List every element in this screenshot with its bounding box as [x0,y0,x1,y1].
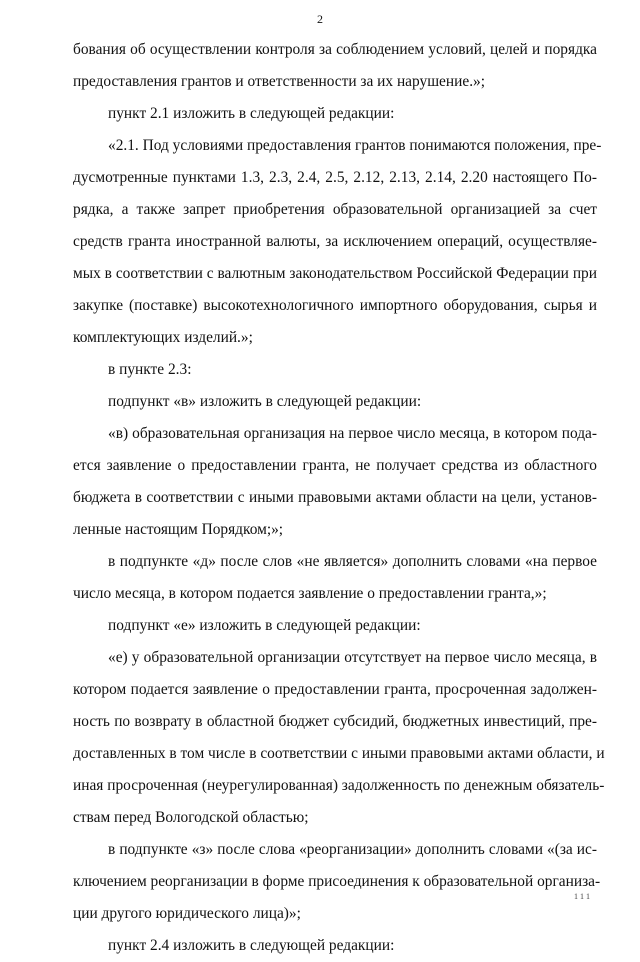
text-line: мых в соответствии с валютным законодательством Российской Федерации при [73,265,597,282]
text-line: число месяца, в котором подается заявление о предоставлении гранта,»; [73,585,547,602]
text-line: ключением реорганизации в форме присоединения к образовательной организа- [73,873,601,890]
text-line: в подпункте «д» после слов «не является» дополнить словами «на первое [108,553,597,570]
text-line: «е) у образовательной организации отсутствует на первое число месяца, в [108,649,597,666]
text-line: предоставления грантов и ответственности за их нарушение.»; [73,73,486,90]
text-line: доставленных в том числе в соответствии с иными правовыми актами области, и [73,745,605,762]
text-line: «2.1. Под условиями предоставления грантов понимаются положения, пре- [108,137,602,154]
text-line: дусмотренные пунктами 1.3, 2.3, 2.4, 2.5, 2.12, 2.13, 2.14, 2.20 настоящего По- [73,169,597,186]
text-line: пункт 2.4 изложить в следующей редакции: [108,937,395,954]
text-line: комплектующих изделий.»; [73,329,253,346]
text-line: иная просроченная (неурегулированная) задолженность по денежным обязатель- [73,777,605,794]
text-line: подпункт «е» изложить в следующей редакции: [108,617,421,634]
text-line: ствам перед Вологодской областью; [73,809,309,826]
text-line: в подпункте «з» после слова «реорганизации» дополнить словами «(за ис- [108,841,597,858]
text-line: закупке (поставке) высокотехнологичного импортного оборудования, сырья и [73,297,597,314]
text-line: средств гранта иностранной валюты, за исключением операций, осуществляе- [73,233,597,250]
text-line: «в) образовательная организация на первое число месяца, в котором пода- [108,425,597,442]
text-line: ность по возврату в областной бюджет субсидий, бюджетных инвестиций, пре- [73,713,597,730]
text-line: бования об осуществлении контроля за соблюдением условий, целей и порядка [73,41,597,58]
text-line: пункт 2.1 изложить в следующей редакции: [108,105,395,122]
text-line: котором подается заявление о предоставлении гранта, просроченная задолжен- [73,681,597,698]
text-line: бюджета в соответствии с иными правовыми актами области на цели, установ- [73,489,597,506]
text-line: ции другого юридического лица)»; [73,905,301,922]
text-line: подпункт «в» изложить в следующей редакции: [108,393,422,410]
text-line: в пункте 2.3: [108,361,192,378]
document-body [73,34,605,962]
text-line: рядка, а также запрет приобретения образовательной организацией за счет [73,201,597,218]
text-line: ется заявление о предоставлении гранта, не получает средства из областного [73,457,597,474]
text-line: ленные настоящим Порядком;»; [73,521,284,538]
footer-mark: 1 1 1 [574,892,590,901]
page-number: 2 [317,12,323,26]
